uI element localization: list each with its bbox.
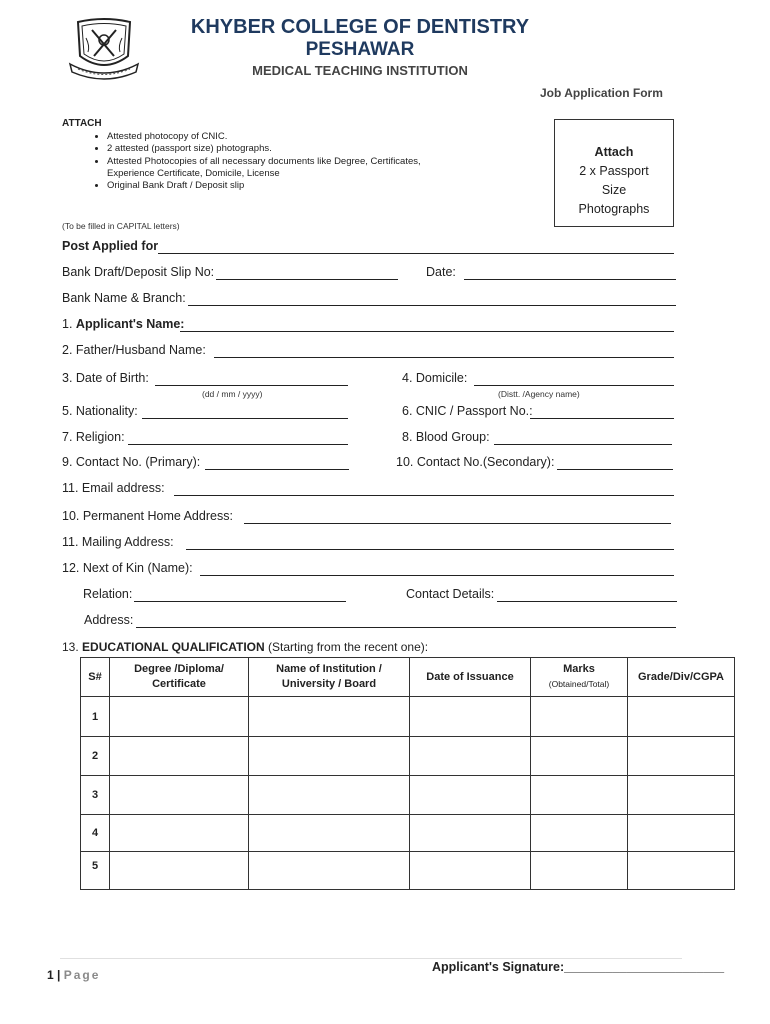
institution-cell[interactable] [249,737,410,776]
form-type: Job Application Form [540,86,663,100]
date-cell[interactable] [410,815,531,852]
row-number: 2 [81,737,110,776]
list-item: • Attested Photocopies of all necessary documents like Degree, Certificates, Experience Certificate, Domicile, License [107,156,437,181]
grade-cell[interactable] [628,776,735,815]
degree-cell[interactable] [110,776,249,815]
dob-hint: (dd / mm / yyyy) [202,389,263,399]
col-marks: Marks (Obtained/Total) [531,658,628,697]
col-institution: Name of Institution / University / Board [249,658,410,697]
institution-cell[interactable] [249,697,410,737]
domicile-field[interactable] [474,385,674,386]
contact-secondary-field[interactable] [557,469,673,470]
next-of-kin-label: 12. Next of Kin (Name): [62,561,193,575]
college-name: KHYBER COLLEGE OF DENTISTRY [190,16,530,38]
footer-divider [60,958,682,959]
bank-name-label: Bank Name & Branch: [62,291,186,305]
applicant-name-field[interactable] [180,331,674,332]
degree-cell[interactable] [110,852,249,890]
marks-cell[interactable] [531,815,628,852]
col-degree: Degree /Diploma/ Certificate [110,658,249,697]
marks-cell[interactable] [531,776,628,815]
institution-cell[interactable] [249,815,410,852]
table-row [81,776,735,815]
next-of-kin-field[interactable] [200,575,674,576]
degree-cell[interactable] [110,815,249,852]
row-number: 4 [81,815,110,852]
table-row [81,697,735,737]
email-label: 11. Email address: [62,481,165,495]
education-heading: 13. EDUCATIONAL QUALIFICATION (Starting from the recent one): [62,640,429,654]
list-item: • 2 attested (passport size) photographs. [107,143,437,155]
row-number: 3 [81,776,110,815]
college-city: PESHAWAR [305,39,415,60]
attach-heading: ATTACH [62,118,102,129]
post-applied-label: Post Applied for [62,239,159,253]
father-name-field[interactable] [214,357,674,358]
date-cell[interactable] [410,852,531,890]
permanent-address-label: 10. Permanent Home Address: [62,509,233,523]
domicile-hint: (Distt. /Agency name) [498,389,580,399]
cnic-field[interactable] [530,418,674,419]
photo-box-line: 2 x Passport [579,164,649,178]
mailing-address-field[interactable] [186,549,674,550]
contact-details-field[interactable] [497,601,677,602]
page-number: 1 | Page [47,968,101,982]
nationality-label: 5. Nationality: [62,404,138,418]
domicile-label: 4. Domicile: [402,371,468,385]
bank-draft-label: Bank Draft/Deposit Slip No: [62,265,215,279]
attach-list [90,131,437,192]
contact-primary-field[interactable] [205,469,349,470]
bank-draft-field[interactable] [216,279,398,280]
grade-cell[interactable] [628,852,735,890]
marks-cell[interactable] [531,737,628,776]
passport-photo-box [554,119,674,227]
degree-cell[interactable] [110,697,249,737]
marks-cell[interactable] [531,852,628,890]
col-date: Date of Issuance [410,658,531,697]
mailing-address-label: 11. Mailing Address: [62,535,174,549]
col-sno: S# [81,658,110,697]
applicant-signature-label[interactable]: Applicant's Signature:_______________________ [432,960,725,974]
date-cell[interactable] [410,697,531,737]
college-crest-icon [64,16,144,86]
contact-primary-label: 9. Contact No. (Primary): [62,455,201,469]
institution-cell[interactable] [249,852,410,890]
photo-box-line: Size [601,183,627,197]
education-table [80,657,735,890]
grade-cell[interactable] [628,815,735,852]
dob-field[interactable] [155,385,348,386]
date-field[interactable] [464,279,676,280]
email-field[interactable] [174,495,674,496]
religion-label: 7. Religion: [62,430,125,444]
blood-group-field[interactable] [494,444,672,445]
blood-group-label: 8. Blood Group: [402,430,490,444]
table-row [81,737,735,776]
father-name-label: 2. Father/Husband Name: [62,343,206,357]
date-cell[interactable] [410,776,531,815]
contact-secondary-label: 10. Contact No.(Secondary): [396,455,555,469]
relation-label: Relation: [83,587,133,601]
bank-name-field[interactable] [188,305,676,306]
table-header-row [81,658,735,697]
dob-label: 3. Date of Birth: [62,371,149,385]
kin-address-field[interactable] [136,627,676,628]
row-number: 5 [81,852,110,890]
cnic-label: 6. CNIC / Passport No.: [402,404,533,418]
list-item: • Attested photocopy of CNIC. [107,131,437,143]
list-item: • Original Bank Draft / Deposit slip [107,180,437,192]
marks-cell[interactable] [531,697,628,737]
religion-field[interactable] [128,444,348,445]
grade-cell[interactable] [628,737,735,776]
date-cell[interactable] [410,737,531,776]
contact-details-label: Contact Details: [406,587,495,601]
relation-field[interactable] [134,601,346,602]
row-number: 1 [81,697,110,737]
photo-box-title: Attach [594,145,634,159]
date-label: Date: [426,265,456,279]
table-row [81,815,735,852]
post-applied-field[interactable] [158,253,674,254]
capital-letters-note: (To be filled in CAPITAL letters) [62,221,180,231]
permanent-address-field[interactable] [244,523,671,524]
institution-cell[interactable] [249,776,410,815]
nationality-field[interactable] [142,418,348,419]
grade-cell[interactable] [628,697,735,737]
col-grade: Grade/Div/CGPA [628,658,735,697]
degree-cell[interactable] [110,737,249,776]
applicant-name-label: 1. Applicant's Name: [62,317,185,331]
institution-subtitle: MEDICAL TEACHING INSTITUTION [252,63,468,78]
photo-box-line: Photographs [578,202,650,216]
table-row [81,852,735,890]
kin-address-label: Address: [84,613,134,627]
